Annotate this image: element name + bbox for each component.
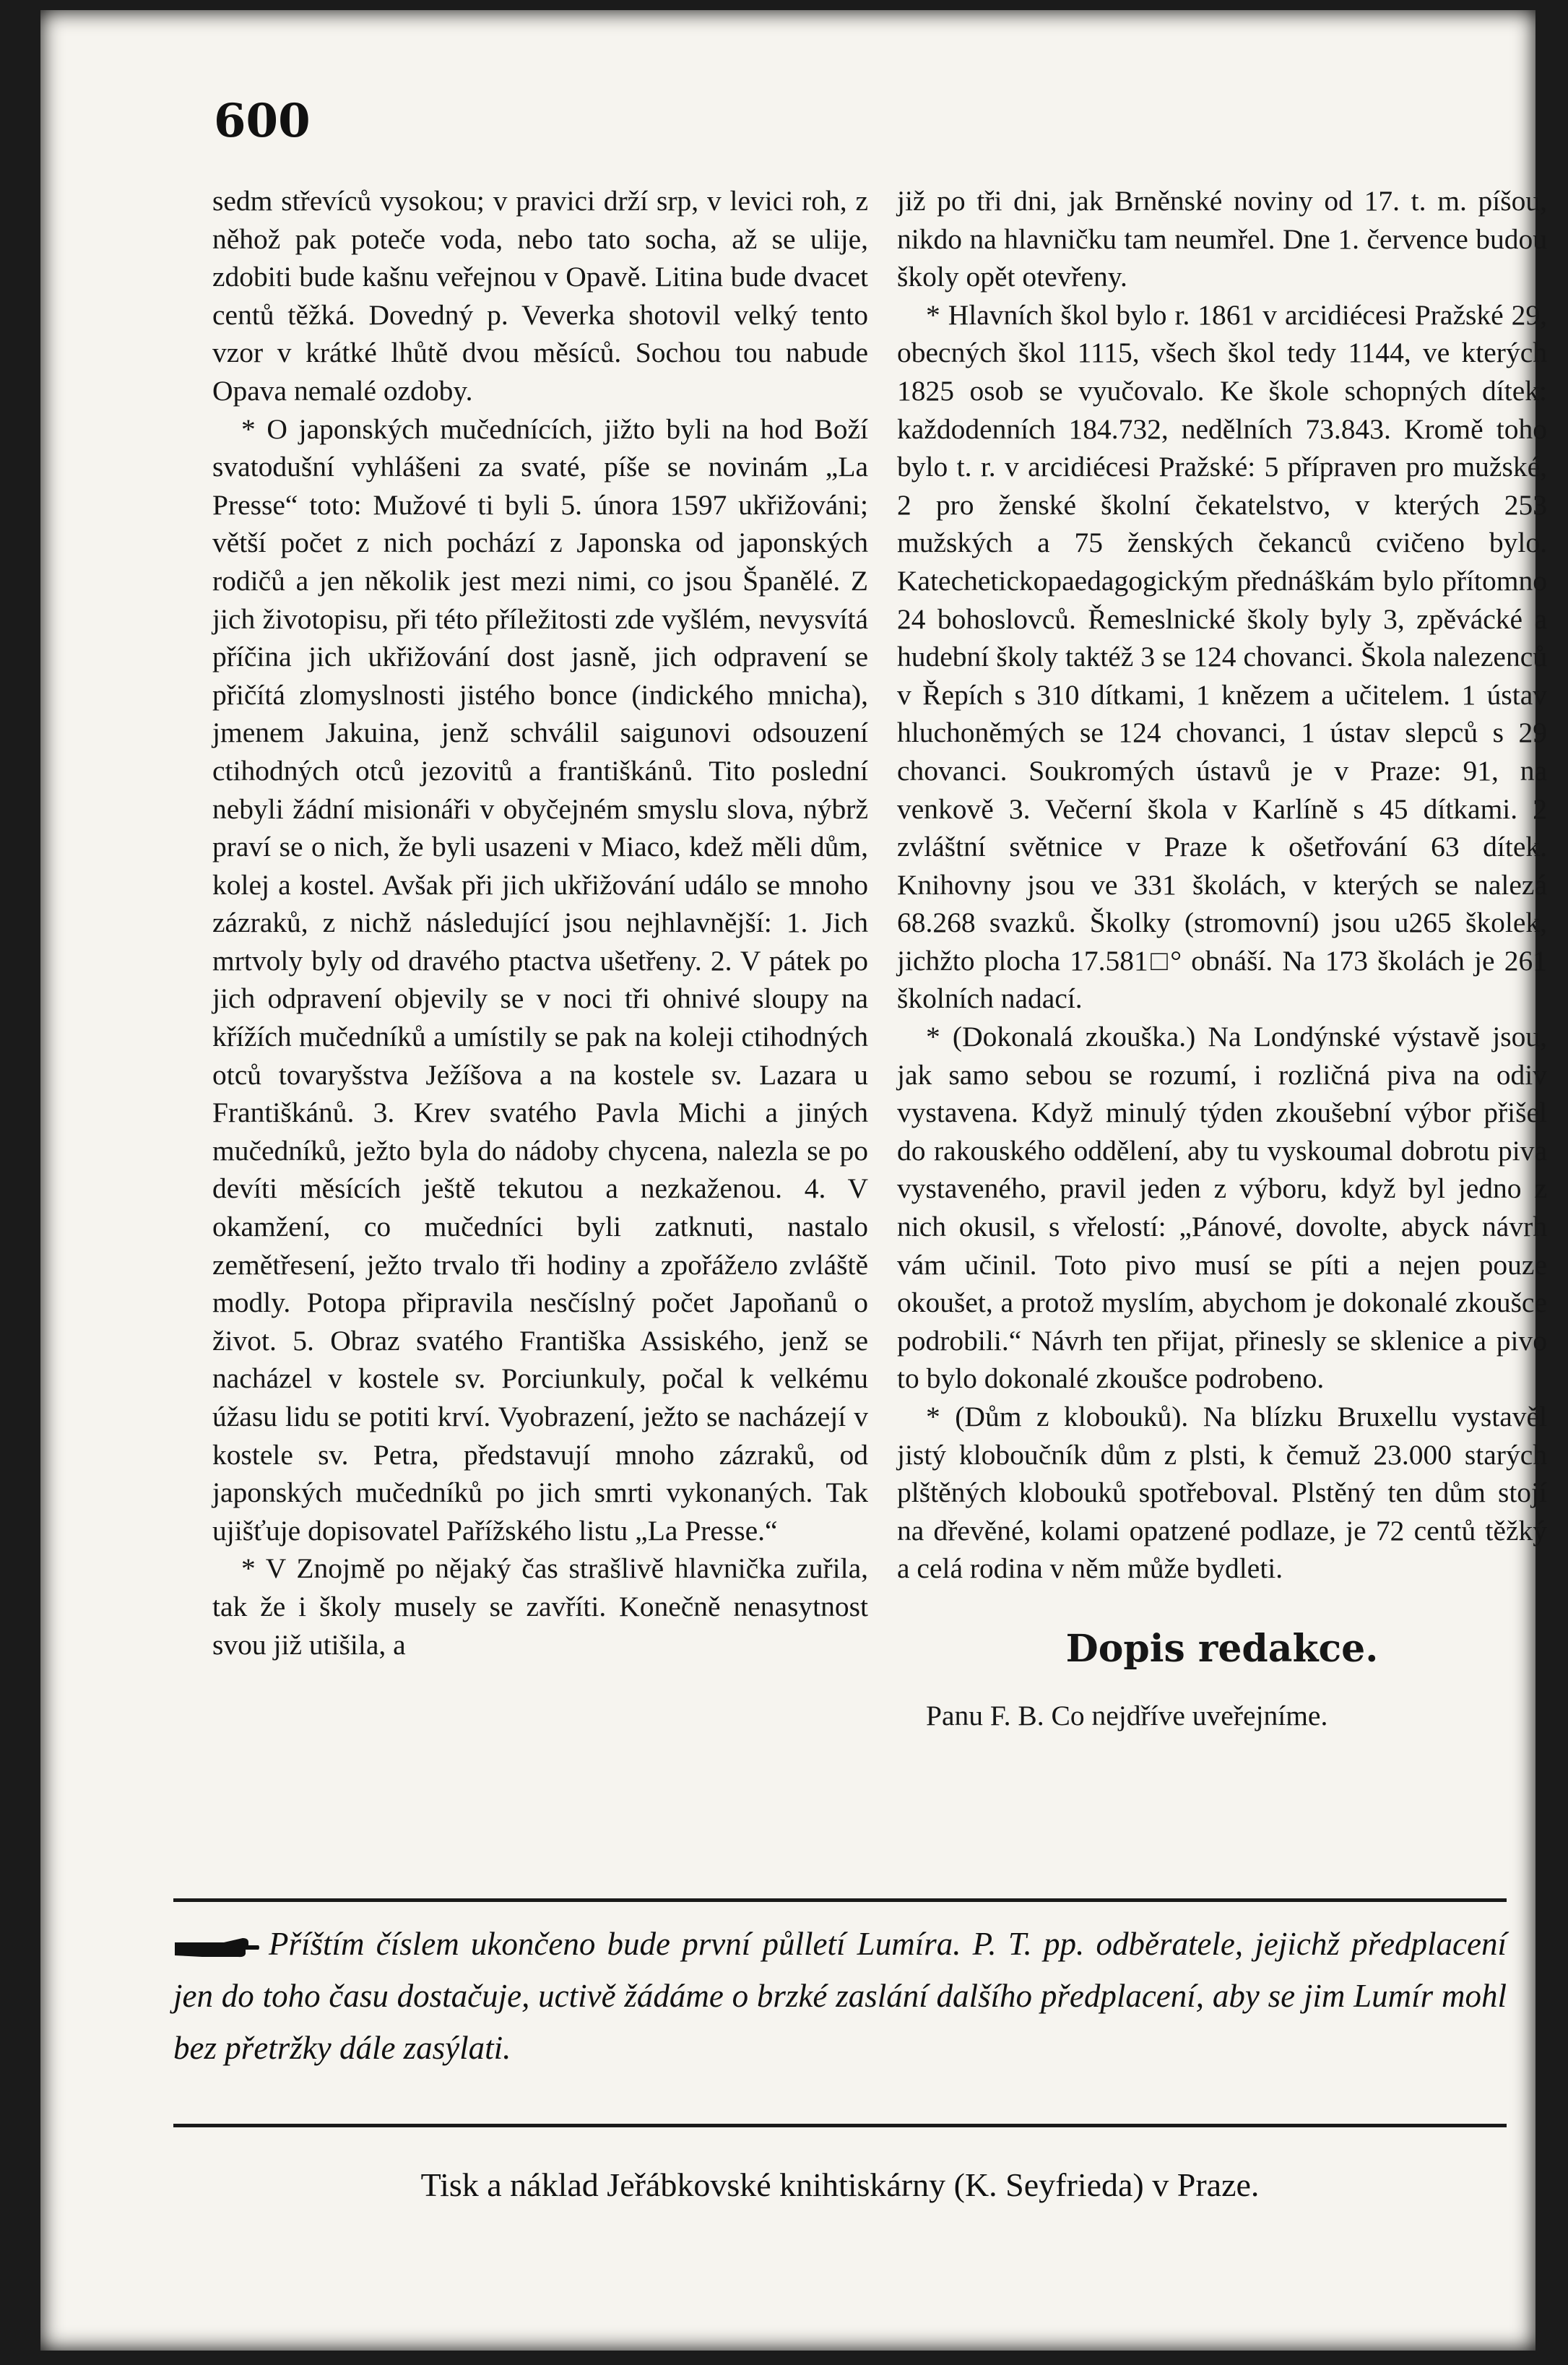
article-paragraph: * Hlavních škol bylo r. 1861 v arcidiécesi Pražské 29, obecných škol 1115, všech škol tedy 1144, ve kterých 1825 osob se vyučovalo. Ke škole schopných dítek: každodenních 184.732, nedělních 73.843. Kromě toho bylo t. r. v arcidiécesi Pražské: 5 přípraven pro mužské, 2 pro ženské školní čekatelstvo, v kterých 253 mužských a 75 ženských čekanců cvičeno bylo. Katechetickopaedagogickým přednáškám bylo přítomno 24 bohoslovců. Řemeslnické školy byly 3, zpěvácké a hudební školy taktéž 3 se 124 chovanci. Škola nalezenců v Řepích s 310 dítkami, 1 knězem a učitelem. 1 ústav hluchoněmých se 124 chovanci, 1 ústav slepců s 29 chovanci. Soukromých ústavů je v Praze: 91, na venkově 3. Večerní škola v Karlíně s 45 dítkami. 2 zvláštní světnice v Praze k ošetřování 63 dítek. Knihovny jsou ve 331 školách, v kterých se nalezá 68.268 svazků. Školky (stromovní) jsou u265 školek, jichžto plocha 17.581□° obnáší. Na 173 školách je 261 školních nadací. (897, 298, 1547, 1015)
article-paragraph: * (Dokonalá zkouška.) Na Londýnské výstavě jsou, jak samo sebou se rozumí, i rozličná piva na odiv vystavena. Když minulý týden zkoušební výbor přišel do rakouského oddělení, aby tu vyskoumal dobrotu piva vystaveného, pravil jeden z výboru, když byl jedno z nich okusil, s vřelostí: „Pánové, dovolte, abyck návrh vám učinil. Toto pivo musí se píti a nejen pouze okoušet, a protož myslím, abychom je dokonalé zkoušce podrobili.“ Návrh ten přijat, přinesly se sklenice a pivo to bylo dokonalé zkoušce podrobeno. (897, 1021, 1547, 1395)
notice-text: Příštím číslem ukončeno bude první půlletí Lumíra. P. T. pp. odběratele, jejichž předplacení jen do toho času dostačuje, uctivě žádáme o brzké zaslání dalšího předplacení, aby se jim Lumír mohl bez přetržky dále zasýlati. (173, 1926, 1507, 2066)
divider-top (173, 1898, 1507, 1902)
article-paragraph: sedm střevíců vysokou; v pravici drží srp, v levici roh, z něhož pak poteče voda, nebo tato socha, až se ulije, zdobiti bude kašnu veřejnou v Opavě. Litina bude dvacet centů těžká. Dovedný p. Veverka shotovil velký tento vzor v krátké lhůtě dvou měsíců. Sochou tou nabude Opava nemalé ozdoby. (212, 185, 868, 407)
article-paragraph: * (Dům z klobouků). Na blízku Bruxellu vystavěl jistý kloboučník dům z plsti, k čemuž 23.000 starých plštěných klobouků spotřeboval. Plstěný ten dům stojí na dřevěné, kolami opatzené podlaze, je 72 centů těžký a celá rodina v něm může bydleti. (897, 1401, 1547, 1585)
printer-imprint: Tisk a náklad Jeřábkovské knihtiskárny (K. Seyfrieda) v Praze. (420, 2166, 1260, 2203)
right-column (897, 182, 1547, 1735)
divider-bottom (173, 2124, 1507, 2127)
letter-reply: Panu F. B. Co nejdříve uveřejníme. (926, 1699, 1328, 1731)
page-number: 600 (214, 94, 311, 148)
article-paragraph: již po tři dni, jak Brněnské noviny od 17. t. m. píšou, nikdo na hlavničku tam neumřel. Dne 1. července budou školy opět otevřeny. (897, 185, 1547, 293)
article-paragraph: * O japonských mučednících, jižto byli na hod Boží svatodušní vyhlášeni za svaté, píše se novinám „La Presse“ toto: Mužové ti byli 5. února 1597 ukřižováni; větší počet z nich pochází z Japonska od japonských rodičů a jen několik jest mezi nimi, co jsou Španělé. Z jich životopisu, při této příležitosti zde vyšlém, nevysvítá příčina jich ukřižování dost jasně, jich odpravení se přičítá zlomyslnosti jistého bonce (indického mnicha), jmenem Jakuina, jenž schválil saigunovi odsouzení ctihodných otců jezovitů a františkánů. Tito poslední nebyli žádní misionáři v obyčejném smyslu slova, nýbrž praví se o nich, že byli usazeni v Miaco, kdež měli dům, kolej a kostel. Avšak při jich ukřižování událo se mnoho zázraků, z nichž následující jsou nejhlavnější: 1. Jich mrtvoly byly od dravého ptactva ušetřeny. 2. V pátek po jich odpravení objevily se v noci tři ohnivé sloupy na křížích mučedníků a umístily se pak na koleji ctihodných otců tovaryšstva Ježíšova a na kostele sv. Lazara u Františkánů. 3. Krev svatého Pavla Michi a jiných mučedníků, ježto byla do nádoby chycena, nalezla se po devíti měsících ještě tekutou a nezkaženou. 4. V okamžení, co mučedníci byli zatknuti, nastalo zemětřesení, ježto trvalo tři hodiny a zpořážело zvláště modly. Potopa připravila nesčíslný počet Japoňanů o život. 5. Obraz svatého Františka Assiského, jenž se nacházel v kostele sv. Porciunkuly, počal k velkému úžasu lidu se potiti krví. Vyobrazení, ježto se nacházejí v kostele sv. Petra, představují mnoho zázraků, od japonských mučedníků po jich smrti vykonaných. Tak ujišťuje dopisovatel Pařížského listu „La Presse.“ (212, 412, 868, 1547)
subscription-notice (173, 1918, 1507, 2074)
section-heading: Dopis redakce. (1065, 1626, 1379, 1671)
article-paragraph: * V Znojmě po nějaký čas strašlivě hlavnička zuřila, tak že i školy musely se zavříti. Konečně nenasytnost svou již utišila, a (212, 1552, 868, 1661)
left-column (212, 182, 868, 1664)
pointing-hand-icon (173, 1935, 260, 1960)
